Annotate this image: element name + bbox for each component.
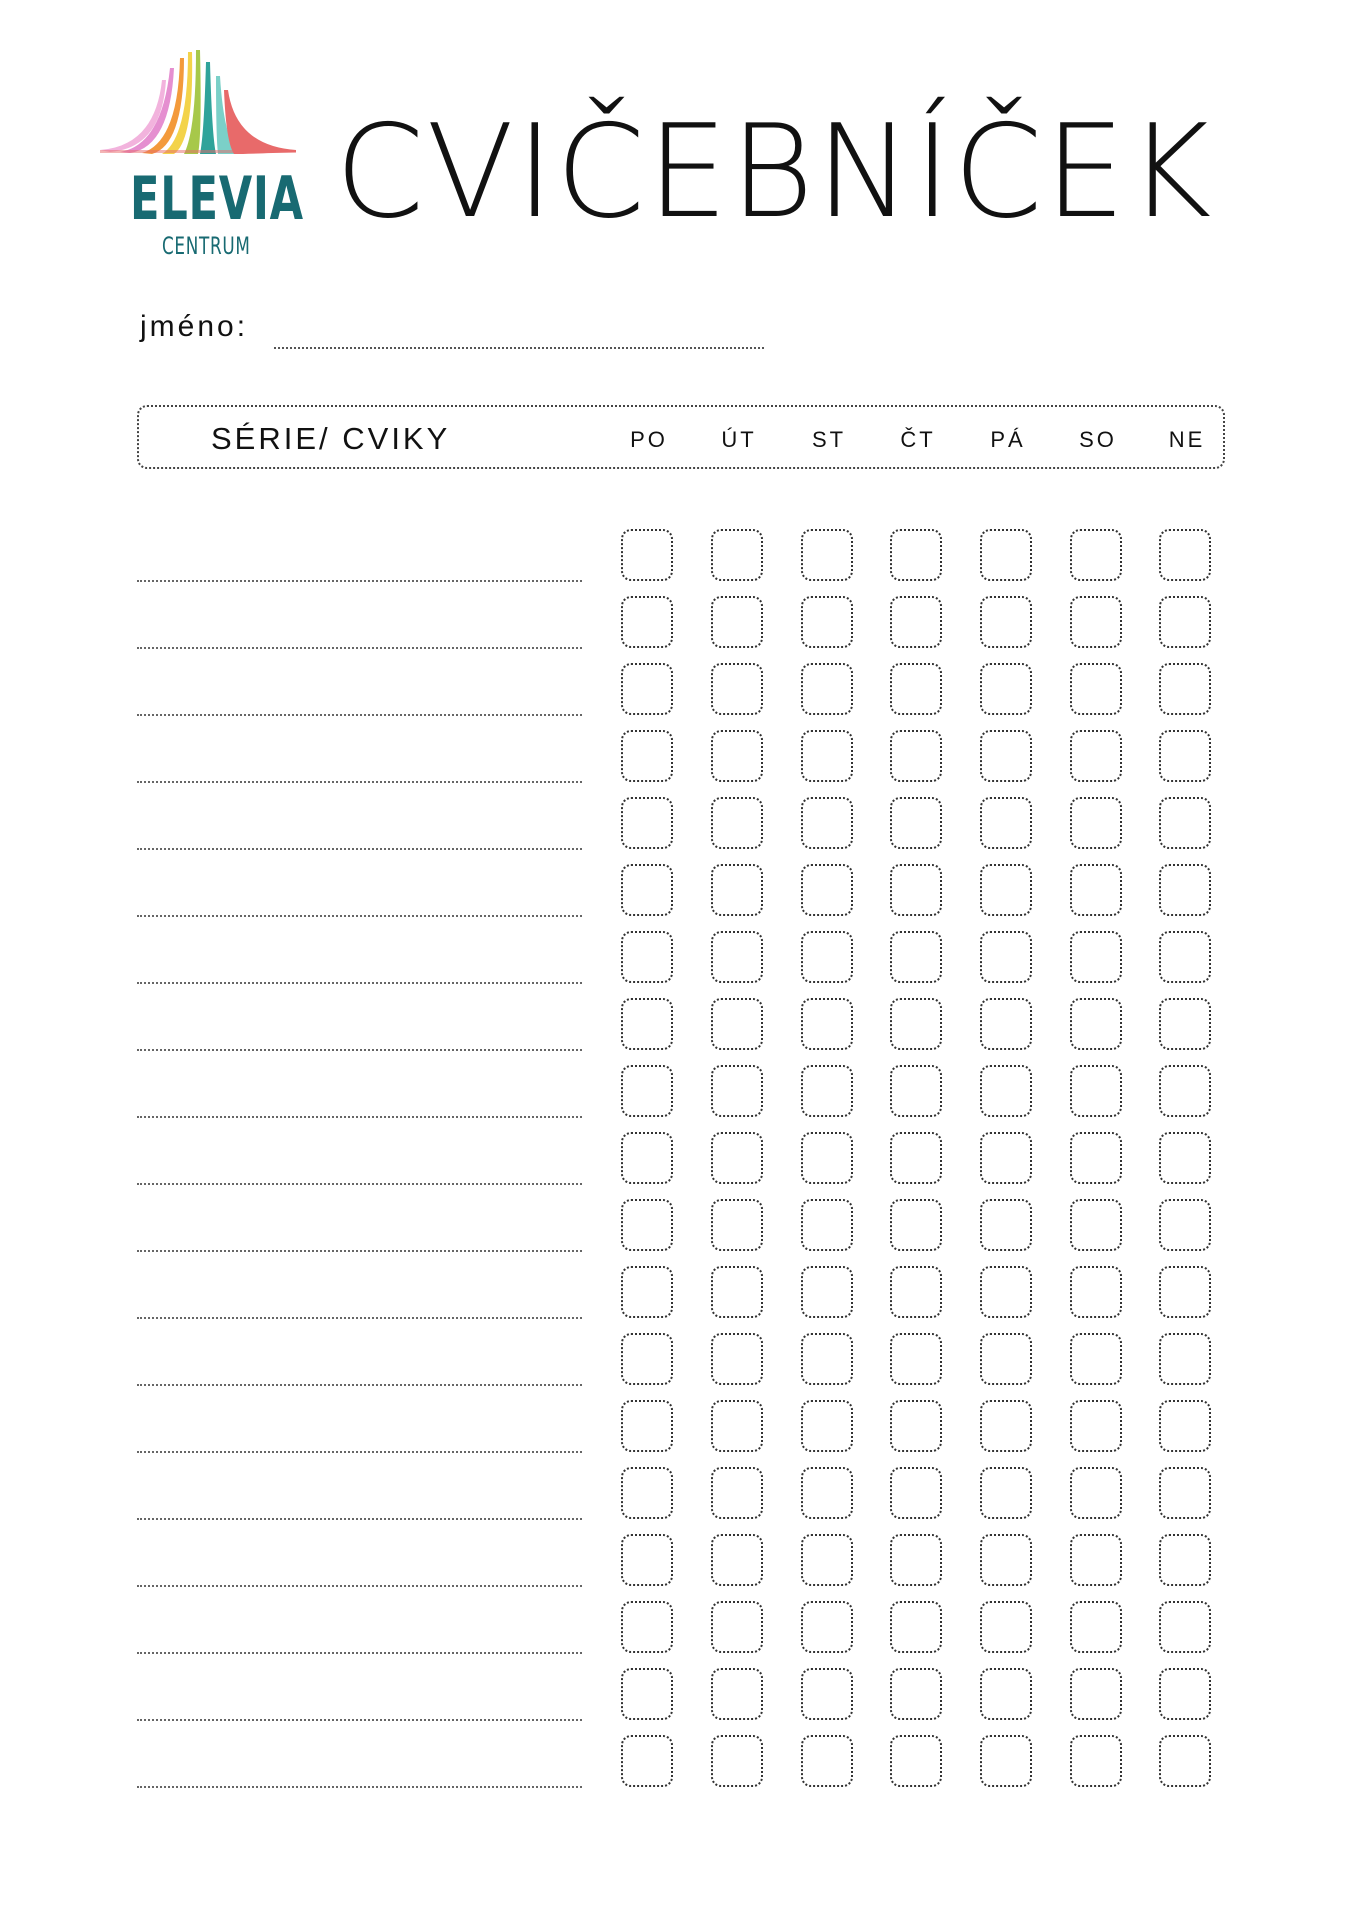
day-checkbox-ne[interactable] (1159, 931, 1211, 983)
day-header-st: ST (811, 427, 847, 452)
day-checkbox-st[interactable] (801, 1400, 853, 1452)
exercises-header-label: SÉRIE/ CVIKY (211, 421, 451, 456)
name-label: jméno: (140, 310, 249, 343)
day-checkbox-po[interactable] (621, 1735, 673, 1787)
day-checkbox-so[interactable] (1070, 1065, 1122, 1117)
day-checkbox-pá[interactable] (980, 663, 1032, 715)
day-checkbox-út[interactable] (711, 1467, 763, 1519)
day-checkbox-út[interactable] (711, 730, 763, 782)
day-checkbox-ne[interactable] (1159, 1467, 1211, 1519)
exercise-line[interactable] (137, 781, 582, 783)
day-checkbox-út[interactable] (711, 1668, 763, 1720)
exercise-line[interactable] (137, 1719, 582, 1721)
day-checkbox-út[interactable] (711, 1534, 763, 1586)
day-checkbox-pá[interactable] (980, 596, 1032, 648)
day-checkbox-út[interactable] (711, 998, 763, 1050)
day-checkbox-út[interactable] (711, 529, 763, 581)
day-checkbox-čt[interactable] (890, 1400, 942, 1452)
day-checkbox-pá[interactable] (980, 998, 1032, 1050)
exercise-line[interactable] (137, 580, 582, 582)
day-checkbox-po[interactable] (621, 730, 673, 782)
day-checkbox-pá[interactable] (980, 864, 1032, 916)
day-checkbox-čt[interactable] (890, 1668, 942, 1720)
day-checkbox-út[interactable] (711, 1065, 763, 1117)
day-checkbox-čt[interactable] (890, 1333, 942, 1385)
day-checkbox-ne[interactable] (1159, 1199, 1211, 1251)
day-checkbox-st[interactable] (801, 1601, 853, 1653)
day-checkbox-pá[interactable] (980, 1400, 1032, 1452)
day-checkbox-ne[interactable] (1159, 864, 1211, 916)
day-checkbox-st[interactable] (801, 596, 853, 648)
day-checkbox-po[interactable] (621, 1534, 673, 1586)
day-checkbox-po[interactable] (621, 596, 673, 648)
day-checkbox-po[interactable] (621, 1199, 673, 1251)
day-checkbox-st[interactable] (801, 1467, 853, 1519)
exercise-line[interactable] (137, 1183, 582, 1185)
day-checkbox-út[interactable] (711, 931, 763, 983)
exercise-line[interactable] (137, 1451, 582, 1453)
day-checkbox-po[interactable] (621, 1601, 673, 1653)
exercise-line[interactable] (137, 1049, 582, 1051)
day-checkbox-pá[interactable] (980, 931, 1032, 983)
day-checkbox-po[interactable] (621, 1065, 673, 1117)
exercise-line[interactable] (137, 1250, 582, 1252)
day-checkbox-út[interactable] (711, 864, 763, 916)
exercise-line[interactable] (137, 982, 582, 984)
day-checkbox-út[interactable] (711, 1735, 763, 1787)
day-header-ut: ÚT (721, 427, 757, 452)
day-checkbox-st[interactable] (801, 1668, 853, 1720)
day-checkbox-čt[interactable] (890, 1132, 942, 1184)
exercise-line[interactable] (137, 1384, 582, 1386)
day-checkbox-so[interactable] (1070, 529, 1122, 581)
day-checkbox-čt[interactable] (890, 1534, 942, 1586)
day-checkbox-po[interactable] (621, 1333, 673, 1385)
exercise-line[interactable] (137, 915, 582, 917)
day-checkbox-so[interactable] (1070, 596, 1122, 648)
day-checkbox-čt[interactable] (890, 1735, 942, 1787)
day-checkbox-ne[interactable] (1159, 1668, 1211, 1720)
day-checkbox-so[interactable] (1070, 797, 1122, 849)
day-checkbox-ne[interactable] (1159, 1400, 1211, 1452)
day-checkbox-čt[interactable] (890, 596, 942, 648)
day-checkbox-st[interactable] (801, 797, 853, 849)
day-checkbox-po[interactable] (621, 998, 673, 1050)
day-checkbox-so[interactable] (1070, 1266, 1122, 1318)
day-checkbox-st[interactable] (801, 1266, 853, 1318)
day-checkbox-so[interactable] (1070, 1601, 1122, 1653)
day-checkbox-so[interactable] (1070, 1199, 1122, 1251)
day-checkbox-pá[interactable] (980, 1065, 1032, 1117)
day-checkbox-ne[interactable] (1159, 1132, 1211, 1184)
day-checkbox-čt[interactable] (890, 730, 942, 782)
day-checkbox-čt[interactable] (890, 1199, 942, 1251)
day-checkbox-st[interactable] (801, 864, 853, 916)
day-checkbox-pá[interactable] (980, 1668, 1032, 1720)
day-checkbox-út[interactable] (711, 1400, 763, 1452)
day-checkbox-čt[interactable] (890, 1467, 942, 1519)
day-checkbox-út[interactable] (711, 596, 763, 648)
day-checkbox-po[interactable] (621, 1132, 673, 1184)
day-checkbox-po[interactable] (621, 797, 673, 849)
day-checkbox-st[interactable] (801, 931, 853, 983)
day-checkbox-po[interactable] (621, 1467, 673, 1519)
day-checkbox-pá[interactable] (980, 1601, 1032, 1653)
day-checkbox-st[interactable] (801, 529, 853, 581)
day-checkbox-ne[interactable] (1159, 1333, 1211, 1385)
day-checkbox-čt[interactable] (890, 663, 942, 715)
day-checkbox-ne[interactable] (1159, 998, 1211, 1050)
exercise-line[interactable] (137, 1518, 582, 1520)
day-checkbox-čt[interactable] (890, 1266, 942, 1318)
day-checkbox-so[interactable] (1070, 931, 1122, 983)
day-checkbox-po[interactable] (621, 931, 673, 983)
day-checkbox-ne[interactable] (1159, 1735, 1211, 1787)
day-checkbox-po[interactable] (621, 663, 673, 715)
day-checkbox-ne[interactable] (1159, 1601, 1211, 1653)
day-checkbox-čt[interactable] (890, 1601, 942, 1653)
day-checkbox-pá[interactable] (980, 1266, 1032, 1318)
day-checkbox-pá[interactable] (980, 1467, 1032, 1519)
exercise-line[interactable] (137, 1585, 582, 1587)
day-checkbox-čt[interactable] (890, 931, 942, 983)
day-checkbox-st[interactable] (801, 998, 853, 1050)
day-checkbox-ne[interactable] (1159, 596, 1211, 648)
day-checkbox-st[interactable] (801, 1333, 853, 1385)
day-checkbox-ne[interactable] (1159, 1534, 1211, 1586)
day-checkbox-čt[interactable] (890, 529, 942, 581)
day-checkbox-so[interactable] (1070, 864, 1122, 916)
day-checkbox-út[interactable] (711, 1266, 763, 1318)
day-checkbox-so[interactable] (1070, 1400, 1122, 1452)
day-checkbox-pá[interactable] (980, 1735, 1032, 1787)
day-checkbox-čt[interactable] (890, 1065, 942, 1117)
exercise-line[interactable] (137, 1652, 582, 1654)
exercise-line[interactable] (137, 1116, 582, 1118)
day-checkbox-so[interactable] (1070, 1668, 1122, 1720)
day-checkbox-so[interactable] (1070, 663, 1122, 715)
day-checkbox-so[interactable] (1070, 1467, 1122, 1519)
day-checkbox-st[interactable] (801, 1534, 853, 1586)
day-checkbox-čt[interactable] (890, 998, 942, 1050)
day-checkbox-so[interactable] (1070, 1132, 1122, 1184)
page-title: CVIČEBNÍČEK (335, 98, 1214, 247)
day-checkbox-čt[interactable] (890, 797, 942, 849)
logo-wordmark: ELEVIA (130, 164, 304, 234)
day-checkbox-so[interactable] (1070, 1735, 1122, 1787)
day-checkbox-út[interactable] (711, 1333, 763, 1385)
day-checkbox-ne[interactable] (1159, 1065, 1211, 1117)
day-checkbox-ne[interactable] (1159, 730, 1211, 782)
day-checkbox-po[interactable] (621, 529, 673, 581)
day-checkbox-út[interactable] (711, 797, 763, 849)
day-checkbox-pá[interactable] (980, 730, 1032, 782)
day-checkbox-pá[interactable] (980, 797, 1032, 849)
day-checkbox-út[interactable] (711, 1132, 763, 1184)
day-checkbox-út[interactable] (711, 1601, 763, 1653)
exercise-line[interactable] (137, 1317, 582, 1319)
day-checkbox-pá[interactable] (980, 1534, 1032, 1586)
day-checkbox-út[interactable] (711, 1199, 763, 1251)
day-checkbox-ne[interactable] (1159, 1266, 1211, 1318)
day-checkbox-čt[interactable] (890, 864, 942, 916)
day-checkbox-st[interactable] (801, 730, 853, 782)
exercise-line[interactable] (137, 647, 582, 649)
day-checkbox-po[interactable] (621, 1400, 673, 1452)
day-checkbox-pá[interactable] (980, 1333, 1032, 1385)
day-checkbox-so[interactable] (1070, 1534, 1122, 1586)
day-checkbox-st[interactable] (801, 1735, 853, 1787)
day-checkbox-pá[interactable] (980, 1199, 1032, 1251)
day-checkbox-pá[interactable] (980, 529, 1032, 581)
day-header-so: SO (1079, 427, 1117, 452)
exercise-line[interactable] (137, 714, 582, 716)
day-checkbox-ne[interactable] (1159, 797, 1211, 849)
day-checkbox-st[interactable] (801, 1065, 853, 1117)
day-checkbox-út[interactable] (711, 663, 763, 715)
exercise-line[interactable] (137, 1786, 582, 1788)
exercise-line[interactable] (137, 848, 582, 850)
day-checkbox-st[interactable] (801, 1199, 853, 1251)
day-checkbox-po[interactable] (621, 864, 673, 916)
day-header-po: PO (630, 427, 668, 452)
day-checkbox-so[interactable] (1070, 998, 1122, 1050)
day-header-pa: PÁ (990, 427, 1026, 452)
day-checkbox-st[interactable] (801, 663, 853, 715)
day-checkbox-pá[interactable] (980, 1132, 1032, 1184)
day-checkbox-so[interactable] (1070, 730, 1122, 782)
day-checkbox-st[interactable] (801, 1132, 853, 1184)
logo-subtitle: CENTRUM (162, 232, 251, 260)
day-header-ne: NE (1168, 427, 1206, 452)
day-checkbox-po[interactable] (621, 1668, 673, 1720)
day-checkbox-ne[interactable] (1159, 529, 1211, 581)
day-header-ct: ČT (900, 427, 936, 452)
day-checkbox-po[interactable] (621, 1266, 673, 1318)
day-checkbox-ne[interactable] (1159, 663, 1211, 715)
day-checkbox-so[interactable] (1070, 1333, 1122, 1385)
